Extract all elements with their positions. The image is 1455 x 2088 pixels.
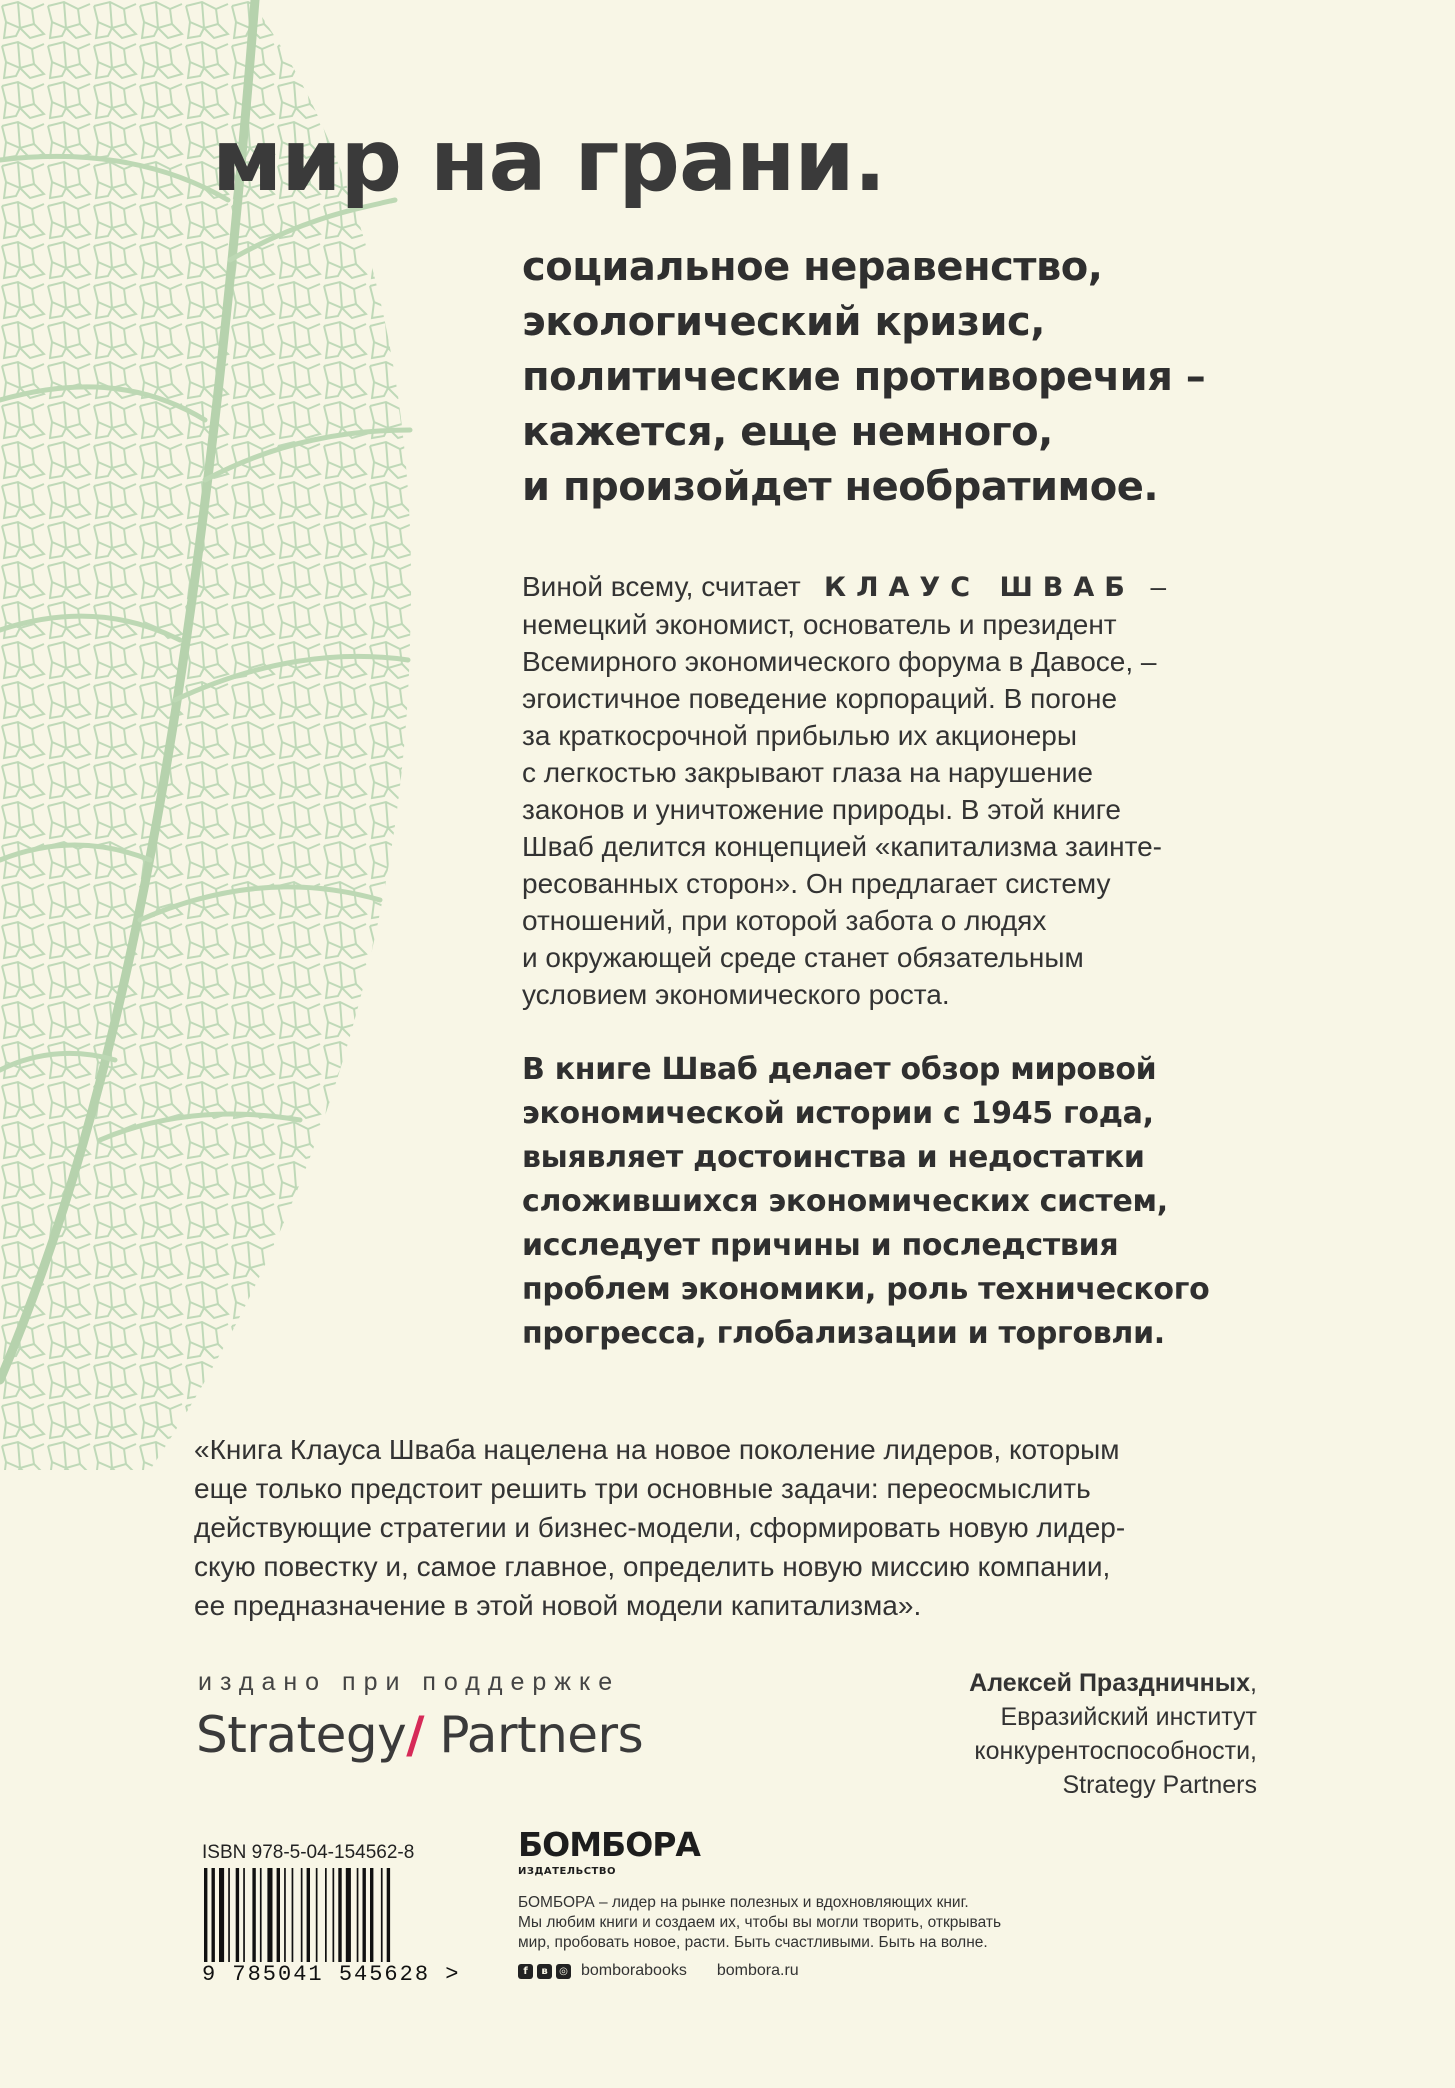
lead-paragraph bbox=[522, 240, 1422, 515]
publisher-logo: БОМБОРА bbox=[518, 1825, 700, 1864]
barcode-bar bbox=[338, 1868, 341, 1972]
vk-icon[interactable]: в bbox=[537, 1964, 552, 1979]
attribution-line: Strategy Partners bbox=[1062, 1771, 1257, 1799]
barcode-bar bbox=[260, 1868, 262, 1972]
quote-line: ее предназначение в этой новой модели капитализма». bbox=[194, 1590, 922, 1621]
barcode-bar bbox=[236, 1868, 239, 1972]
barcode-bar bbox=[228, 1868, 230, 1972]
lead-line: и произойдет необратимое. bbox=[522, 464, 1159, 510]
testimonial-quote bbox=[194, 1430, 1414, 1625]
attribution-line: конкурентоспособности, bbox=[974, 1737, 1257, 1765]
publisher-description bbox=[518, 1893, 1001, 1953]
isbn-label: ISBN 978-5-04-154562-8 bbox=[202, 1842, 415, 1863]
description-paragraph bbox=[522, 568, 1422, 1013]
publisher-website[interactable]: bombora.ru bbox=[716, 1962, 799, 1979]
barcode-bar bbox=[316, 1868, 318, 1972]
barcode-bar bbox=[267, 1868, 272, 1972]
description-line: законов и уничтожение природы. В этой книге bbox=[522, 794, 1121, 825]
description-line: Шваб делится концепцией «капитализма заинте- bbox=[522, 831, 1162, 862]
barcode-bar bbox=[292, 1868, 294, 1972]
facebook-icon[interactable]: f bbox=[518, 1964, 533, 1979]
barcode-bar bbox=[277, 1868, 280, 1972]
publisher-description-line: Мы любим книги и создаем их, чтобы вы могли творить, открывать bbox=[518, 1914, 1002, 1931]
logo-part-partners: Partners bbox=[424, 1706, 644, 1764]
description-line: с легкостью закрывают глаза на нарушение bbox=[522, 757, 1093, 788]
publisher-description-line: мир, пробовать новое, расти. Быть счастливыми. Быть на волне. bbox=[518, 1934, 988, 1951]
summary-line: экономической истории с 1945 года, bbox=[522, 1096, 1154, 1131]
summary-line: В книге Шваб делает обзор мировой bbox=[522, 1052, 1157, 1087]
summary-paragraph bbox=[522, 1048, 1422, 1356]
attribution-line: Евразийский институт bbox=[1000, 1703, 1257, 1731]
description-line: отношений, при которой забота о людях bbox=[522, 905, 1047, 936]
quote-line: еще только предстоит решить три основные задачи: переосмыслить bbox=[194, 1473, 1091, 1504]
summary-line: прогресса, глобализации и торговли. bbox=[522, 1316, 1165, 1351]
barcode-bar bbox=[204, 1868, 207, 1972]
description-line: немецкий экономист, основатель и президент bbox=[522, 609, 1117, 640]
description-line: ресованных сторон». Он предлагает систему bbox=[522, 868, 1111, 899]
description-dash: – bbox=[1150, 571, 1167, 602]
description-line: и окружающей среде станет обязательным bbox=[522, 942, 1084, 973]
barcode-bar bbox=[243, 1868, 245, 1972]
barcode-bar bbox=[252, 1868, 255, 1972]
description-first-line bbox=[522, 568, 1422, 606]
barcode-bar bbox=[381, 1868, 383, 1972]
quote-line: «Книга Клауса Шваба нацелена на новое поколение лидеров, которым bbox=[194, 1434, 1120, 1465]
barcode-bar bbox=[333, 1868, 335, 1972]
barcode-bar bbox=[357, 1868, 359, 1972]
barcode-bar bbox=[346, 1868, 351, 1972]
description-line: за краткосрочной прибылью их акционеры bbox=[522, 720, 1077, 751]
leaf-vein-illustration bbox=[0, 0, 420, 1470]
publisher-logo-subtitle: ИЗДАТЕЛЬСТВО bbox=[518, 1866, 616, 1877]
logo-slash: / bbox=[406, 1706, 424, 1764]
barcode-bar bbox=[325, 1868, 327, 1972]
author-name: КЛАУС ШВАБ bbox=[824, 572, 1135, 603]
lead-line: кажется, еще немного, bbox=[522, 409, 1053, 455]
publisher-description-line: БОМБОРА – лидер на рынке полезных и вдохновляющих книг. bbox=[518, 1894, 969, 1911]
headline: мир на грани. bbox=[212, 111, 886, 211]
summary-line: сложившихся экономических систем, bbox=[522, 1184, 1168, 1219]
barcode-bar bbox=[219, 1868, 224, 1972]
summary-line: выявляет достоинства и недостатки bbox=[522, 1140, 1145, 1175]
barcode-bar bbox=[212, 1868, 215, 1972]
attribution-comma: , bbox=[1250, 1669, 1257, 1697]
barcode-bar bbox=[387, 1868, 390, 1972]
barcode-bar bbox=[301, 1868, 303, 1972]
quote-attribution bbox=[969, 1666, 1257, 1802]
summary-line: исследует причины и последствия bbox=[522, 1228, 1119, 1263]
supported-by-label: издано при поддержке bbox=[198, 1668, 621, 1696]
description-line: условием экономического роста. bbox=[522, 979, 950, 1010]
logo-part-strategy: Strategy bbox=[196, 1706, 407, 1764]
publisher-social bbox=[518, 1962, 799, 1980]
description-line: эгоистичное поведение корпораций. В погоне bbox=[522, 683, 1118, 714]
attribution-name: Алексей Праздничных bbox=[969, 1669, 1251, 1697]
barcode-bar bbox=[370, 1868, 373, 1972]
barcode-bar bbox=[307, 1868, 310, 1972]
description-prefix: Виной всему, считает bbox=[522, 571, 801, 602]
barcode-digits: 9 785041 545628 > bbox=[202, 1962, 461, 1987]
lead-line: экологический кризис, bbox=[522, 299, 1045, 345]
social-handle[interactable]: bomborabooks bbox=[581, 1962, 687, 1979]
barcode-bar bbox=[363, 1868, 366, 1972]
quote-line: скую повестку и, самое главное, определить новую миссию компании, bbox=[194, 1551, 1111, 1582]
description-line: Всемирного экономического форума в Давосе, – bbox=[522, 646, 1157, 677]
lead-line: социальное неравенство, bbox=[522, 244, 1103, 290]
quote-line: действующие стратегии и бизнес-модели, сформировать новую лидер- bbox=[194, 1512, 1126, 1543]
lead-line: политические противоречия – bbox=[522, 354, 1206, 400]
instagram-icon[interactable]: ◎ bbox=[556, 1964, 571, 1979]
strategy-partners-logo bbox=[196, 1706, 643, 1764]
summary-line: проблем экономики, роль технического bbox=[522, 1272, 1210, 1307]
barcode-bar bbox=[284, 1868, 286, 1972]
